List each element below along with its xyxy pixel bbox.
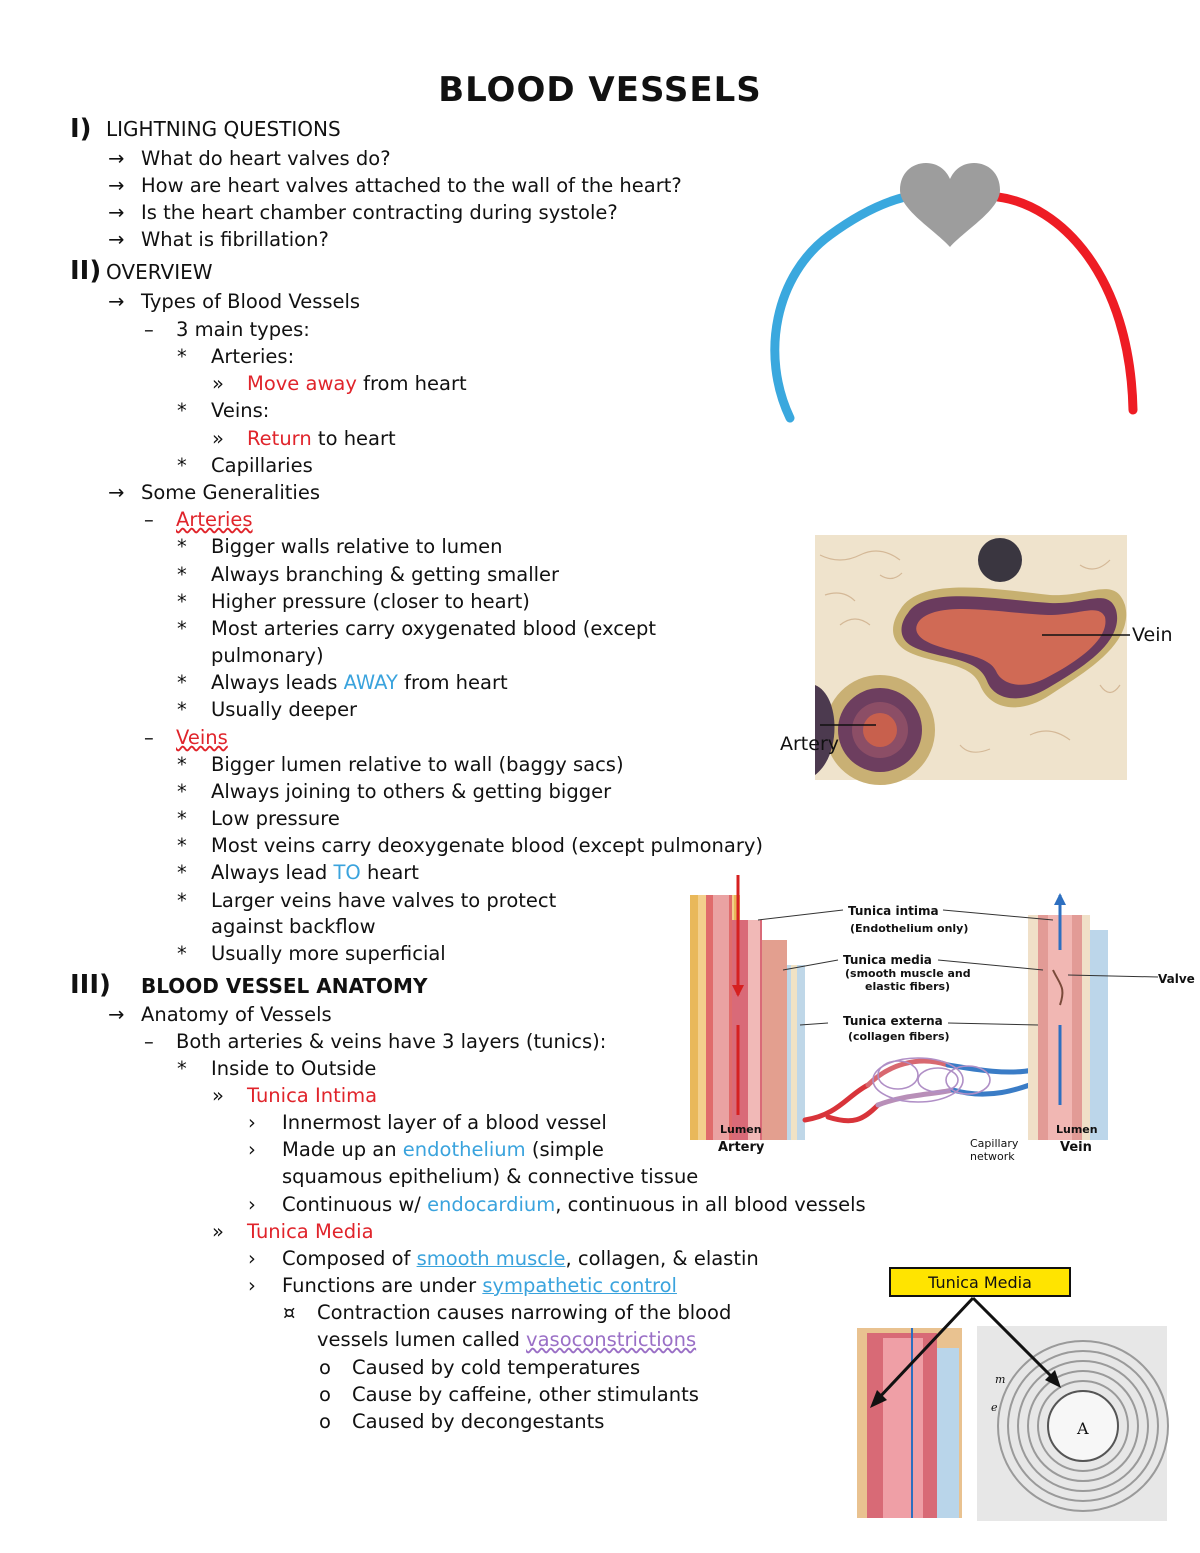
list-item: Return to heart	[247, 427, 396, 450]
arrow-bullet: →	[108, 1003, 125, 1026]
question-text: Is the heart chamber contracting during systole?	[141, 201, 618, 224]
list-item: 3 main types:	[176, 318, 310, 341]
list-item: Bigger lumen relative to wall (baggy sacs)	[211, 753, 624, 776]
star-bullet: *	[177, 889, 187, 912]
tunica-externa-label: Tunica externa	[843, 1014, 943, 1028]
tunica-intima-sub: (Endothelium only)	[850, 922, 969, 935]
arteries-heading: Arteries	[176, 508, 253, 531]
list-item: against backflow	[211, 915, 376, 938]
link-text[interactable]: vasoconstrictions	[526, 1328, 697, 1351]
vessel-micrograph	[780, 535, 1180, 785]
star-bullet: *	[177, 861, 187, 884]
e-label: e	[991, 1401, 998, 1414]
list-item: squamous epithelium) & connective tissue	[282, 1165, 699, 1188]
list-item: Veins:	[211, 399, 270, 422]
heart-circulation-figure	[760, 155, 1150, 430]
dash-bullet: –	[144, 1030, 154, 1053]
vein-label: Vein	[1060, 1140, 1092, 1155]
arrow-bullet: →	[108, 228, 125, 251]
question-text: How are heart valves attached to the wall of the heart?	[141, 174, 682, 197]
list-item: Bigger walls relative to lumen	[211, 535, 503, 558]
list-item: vessels lumen called vasoconstrictions	[317, 1328, 697, 1351]
list-item: Caused by cold temperatures	[352, 1356, 641, 1379]
list-item: Both arteries & veins have 3 layers (tunics):	[176, 1030, 607, 1053]
list-item: Always leads AWAY from heart	[211, 671, 508, 694]
star-bullet: *	[177, 942, 187, 965]
list-item: Larger veins have valves to protect	[211, 889, 557, 912]
section-heading: LIGHTNING QUESTIONS	[106, 117, 341, 141]
guillemet-bullet: »	[212, 372, 224, 395]
dash-bullet: –	[144, 318, 154, 341]
highlight-text: AWAY	[343, 671, 398, 694]
single-bullet: ›	[248, 1193, 256, 1216]
tunica-media-sub2: elastic fibers)	[865, 980, 951, 993]
list-item: Some Generalities	[141, 481, 320, 504]
artery-arc	[998, 197, 1133, 410]
highlight-text: Move away	[247, 372, 357, 395]
star-bullet: *	[177, 454, 187, 477]
section-number: II)	[70, 256, 102, 286]
circle-bullet: o	[319, 1383, 331, 1406]
list-item: Types of Blood Vessels	[141, 290, 361, 313]
circle-bullet: o	[319, 1356, 331, 1379]
tunica-intima-label: Tunica intima	[848, 904, 939, 918]
list-item: Continuous w/ endocardium, continuous in all blood vessels	[282, 1193, 866, 1216]
star-bullet: *	[177, 1057, 187, 1080]
star-bullet: *	[177, 671, 187, 694]
highlight-text: endothelium	[402, 1138, 526, 1161]
circle-bullet: o	[319, 1410, 331, 1433]
valve-label: Valve	[1158, 972, 1195, 986]
section-heading: BLOOD VESSEL ANATOMY	[141, 974, 428, 998]
list-item: Caused by decongestants	[352, 1410, 605, 1433]
star-bullet: *	[177, 807, 187, 830]
section-heading: OVERVIEW	[106, 260, 213, 284]
list-item: Arteries:	[211, 345, 295, 368]
tunica-media-label: Tunica media	[843, 953, 932, 967]
question-text: What is fibrillation?	[141, 228, 329, 251]
star-bullet: *	[177, 698, 187, 721]
lumen-a-label: A	[1077, 1419, 1089, 1438]
single-bullet: ›	[248, 1274, 256, 1297]
star-bullet: *	[177, 834, 187, 857]
list-item: Always branching & getting smaller	[211, 563, 560, 586]
list-item: Composed of smooth muscle, collagen, & elastin	[282, 1247, 759, 1270]
network-label: network	[970, 1150, 1015, 1163]
question-text: What do heart valves do?	[141, 147, 391, 170]
tunica-media-figure	[855, 1268, 1190, 1523]
heart-icon	[900, 163, 1000, 247]
tunica-externa-sub: (collagen fibers)	[848, 1030, 950, 1043]
single-bullet: ›	[248, 1247, 256, 1270]
list-item: Most arteries carry oxygenated blood (except	[211, 617, 657, 640]
list-item: Low pressure	[211, 807, 340, 830]
veins-heading: Veins	[176, 726, 228, 749]
list-item: Anatomy of Vessels	[141, 1003, 332, 1026]
currency-bullet: ¤	[283, 1301, 296, 1324]
list-item: Most veins carry deoxygenate blood (except pulmonary)	[211, 834, 764, 857]
vein-arc	[775, 197, 905, 418]
star-bullet: *	[177, 563, 187, 586]
list-item: Capillaries	[211, 454, 313, 477]
highlight-text: endocardium	[427, 1193, 556, 1216]
single-bullet: ›	[248, 1138, 256, 1161]
list-item: Higher pressure (closer to heart)	[211, 590, 530, 613]
dash-bullet: –	[144, 726, 154, 749]
list-item: Made up an endothelium (simple	[282, 1138, 604, 1161]
list-item: Usually deeper	[211, 698, 358, 721]
artery-lumen	[863, 713, 897, 747]
arrow-bullet: →	[108, 147, 125, 170]
highlight-text: Return	[247, 427, 312, 450]
star-bullet: *	[177, 753, 187, 776]
lumen-left-label: Lumen	[720, 1123, 762, 1136]
arrow-bullet: →	[108, 174, 125, 197]
link-text[interactable]: smooth muscle	[416, 1247, 566, 1270]
list-item: Contraction causes narrowing of the blood	[317, 1301, 732, 1324]
list-item: Inside to Outside	[211, 1057, 377, 1080]
guillemet-bullet: »	[212, 1084, 224, 1107]
artery-label: Artery	[780, 733, 840, 755]
vein-label: Vein	[1132, 624, 1173, 646]
star-bullet: *	[177, 345, 187, 368]
single-bullet: ›	[248, 1111, 256, 1134]
lumen-right-label: Lumen	[1056, 1123, 1098, 1136]
section-number: III)	[70, 970, 111, 1000]
link-text[interactable]: sympathetic control	[482, 1274, 677, 1297]
list-item: Always lead TO heart	[211, 861, 419, 884]
artery-label: Artery	[718, 1140, 765, 1155]
arrow-bullet: →	[108, 201, 125, 224]
tunica-media-sub1: (smooth muscle and	[845, 967, 971, 980]
page-title: BLOOD VESSELS	[438, 70, 762, 110]
star-bullet: *	[177, 590, 187, 613]
star-bullet: *	[177, 780, 187, 803]
section-number: I)	[70, 114, 92, 144]
tunica-media-banner: Tunica Media	[928, 1273, 1032, 1292]
guillemet-bullet: »	[212, 427, 224, 450]
dash-bullet: –	[144, 508, 154, 531]
list-item: Move away from heart	[247, 372, 467, 395]
list-item: pulmonary)	[211, 644, 324, 667]
star-bullet: *	[177, 617, 187, 640]
m-label: m	[995, 1373, 1006, 1386]
star-bullet: *	[177, 535, 187, 558]
list-item: Innermost layer of a blood vessel	[282, 1111, 607, 1134]
star-bullet: *	[177, 399, 187, 422]
vessel-layers-diagram	[688, 875, 1195, 1163]
guillemet-bullet: »	[212, 1220, 224, 1243]
dark-vessel	[978, 538, 1022, 582]
list-item: Functions are under sympathetic control	[282, 1274, 677, 1297]
arrow-bullet: →	[108, 481, 125, 504]
list-item: Always joining to others & getting bigger	[211, 780, 612, 803]
arrow-bullet: →	[108, 290, 125, 313]
capillary-label: Capillary	[970, 1137, 1019, 1150]
tunica-media-heading: Tunica Media	[247, 1220, 374, 1243]
list-item: Cause by caffeine, other stimulants	[352, 1383, 699, 1406]
highlight-text: TO	[333, 861, 361, 884]
list-item: Usually more superficial	[211, 942, 446, 965]
tunica-intima-heading: Tunica Intima	[247, 1084, 378, 1107]
